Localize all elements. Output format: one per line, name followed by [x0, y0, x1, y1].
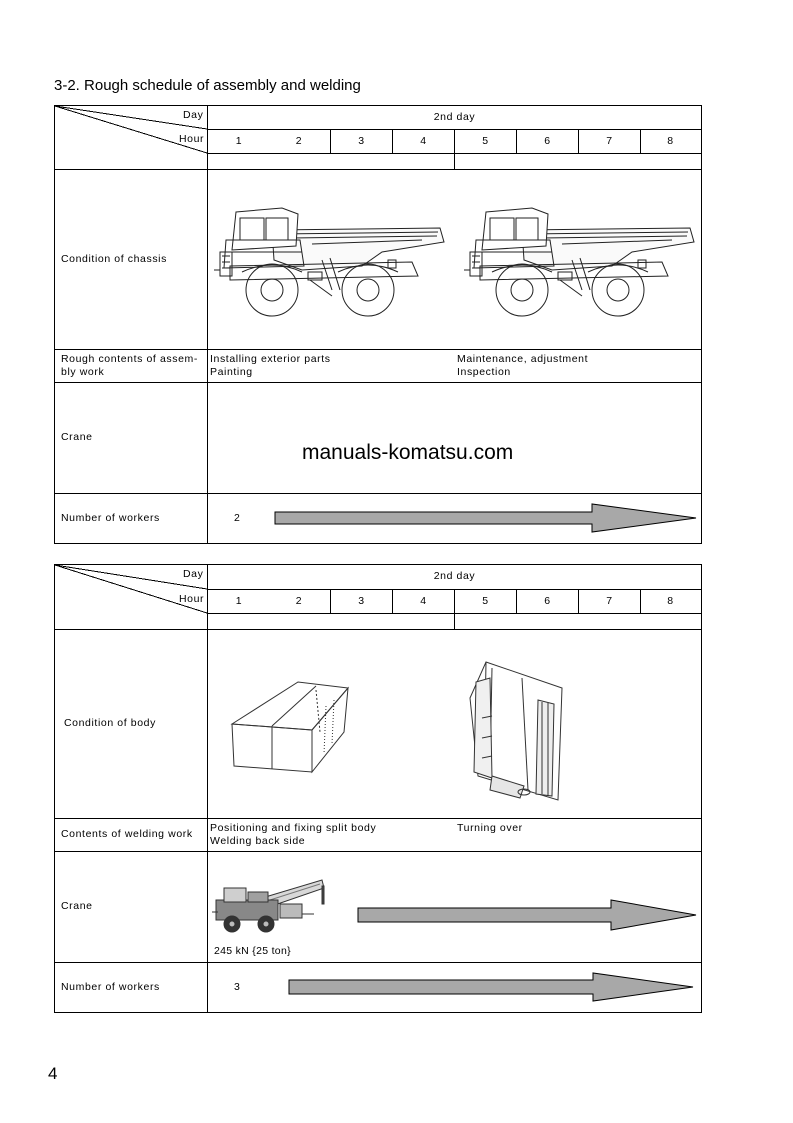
- row-label-condition-body: Condition of body: [64, 717, 156, 729]
- row-label-contents-line2: bly work: [61, 366, 105, 378]
- day-value-2: 2nd day: [433, 570, 476, 582]
- hour-4-b: 4: [420, 595, 427, 607]
- row-label-contents-line1: Rough contents of assem-: [61, 353, 198, 365]
- welding-b-line1: Turning over: [457, 822, 523, 834]
- welding-a-line1: Positioning and fixing split body: [210, 822, 377, 834]
- hour-1-b: 1: [235, 595, 243, 607]
- hour-label: Hour: [179, 133, 205, 145]
- hour-5: 5: [482, 135, 489, 147]
- row-label-condition-chassis: Condition of chassis: [61, 253, 167, 265]
- hour-label-2: Hour: [179, 593, 205, 605]
- crane-arrow: [353, 896, 703, 934]
- row-label-workers-2: Number of workers: [61, 981, 160, 993]
- workers-arrow-2: [283, 970, 701, 1004]
- workers-arrow: [270, 502, 702, 536]
- hour-2-b: 2: [295, 595, 303, 607]
- row-label-workers: Number of workers: [61, 512, 160, 524]
- hour-4: 4: [420, 135, 427, 147]
- dump-body-turned-image: [462, 658, 567, 806]
- split-body-image: [226, 676, 356, 776]
- contents-b-line2: Inspection: [457, 366, 511, 378]
- hour-2: 2: [295, 135, 303, 147]
- hour-3-b: 3: [358, 595, 365, 607]
- row-label-crane-2: Crane: [61, 900, 93, 912]
- hour-7-b: 7: [606, 595, 613, 607]
- contents-a-line2: Painting: [210, 366, 253, 378]
- contents-b-line1: Maintenance, adjustment: [457, 353, 589, 365]
- crane-caption: 245 kN {25 ton}: [214, 945, 291, 957]
- hour-5-b: 5: [482, 595, 489, 607]
- page-title: 3-2. Rough schedule of assembly and welding: [54, 77, 361, 94]
- day-value: 2nd day: [433, 111, 476, 123]
- hour-6: 6: [544, 135, 551, 147]
- contents-a-line1: Installing exterior parts: [210, 353, 331, 365]
- hour-3: 3: [358, 135, 365, 147]
- hour-6-b: 6: [544, 595, 551, 607]
- row-label-crane: Crane: [61, 431, 93, 443]
- chassis-table-lines: [54, 105, 702, 544]
- crane-image: [210, 876, 326, 934]
- hour-7: 7: [606, 135, 613, 147]
- page-number: 4: [48, 1064, 58, 1083]
- hour-8-b: 8: [667, 595, 674, 607]
- watermark: manuals-komatsu.com: [302, 441, 514, 464]
- dump-truck-chassis-image: [212, 200, 447, 320]
- hour-1: 1: [235, 135, 243, 147]
- day-label: Day: [183, 109, 204, 121]
- row-label-welding-contents: Contents of welding work: [61, 828, 193, 840]
- workers-value: 2: [234, 512, 241, 524]
- dump-truck-chassis-image-2: [462, 200, 697, 320]
- day-label-2: Day: [183, 568, 204, 580]
- hour-8: 8: [667, 135, 674, 147]
- workers-value-2: 3: [234, 981, 241, 993]
- body-table-lines: [54, 564, 702, 1013]
- welding-a-line2: Welding back side: [210, 835, 306, 847]
